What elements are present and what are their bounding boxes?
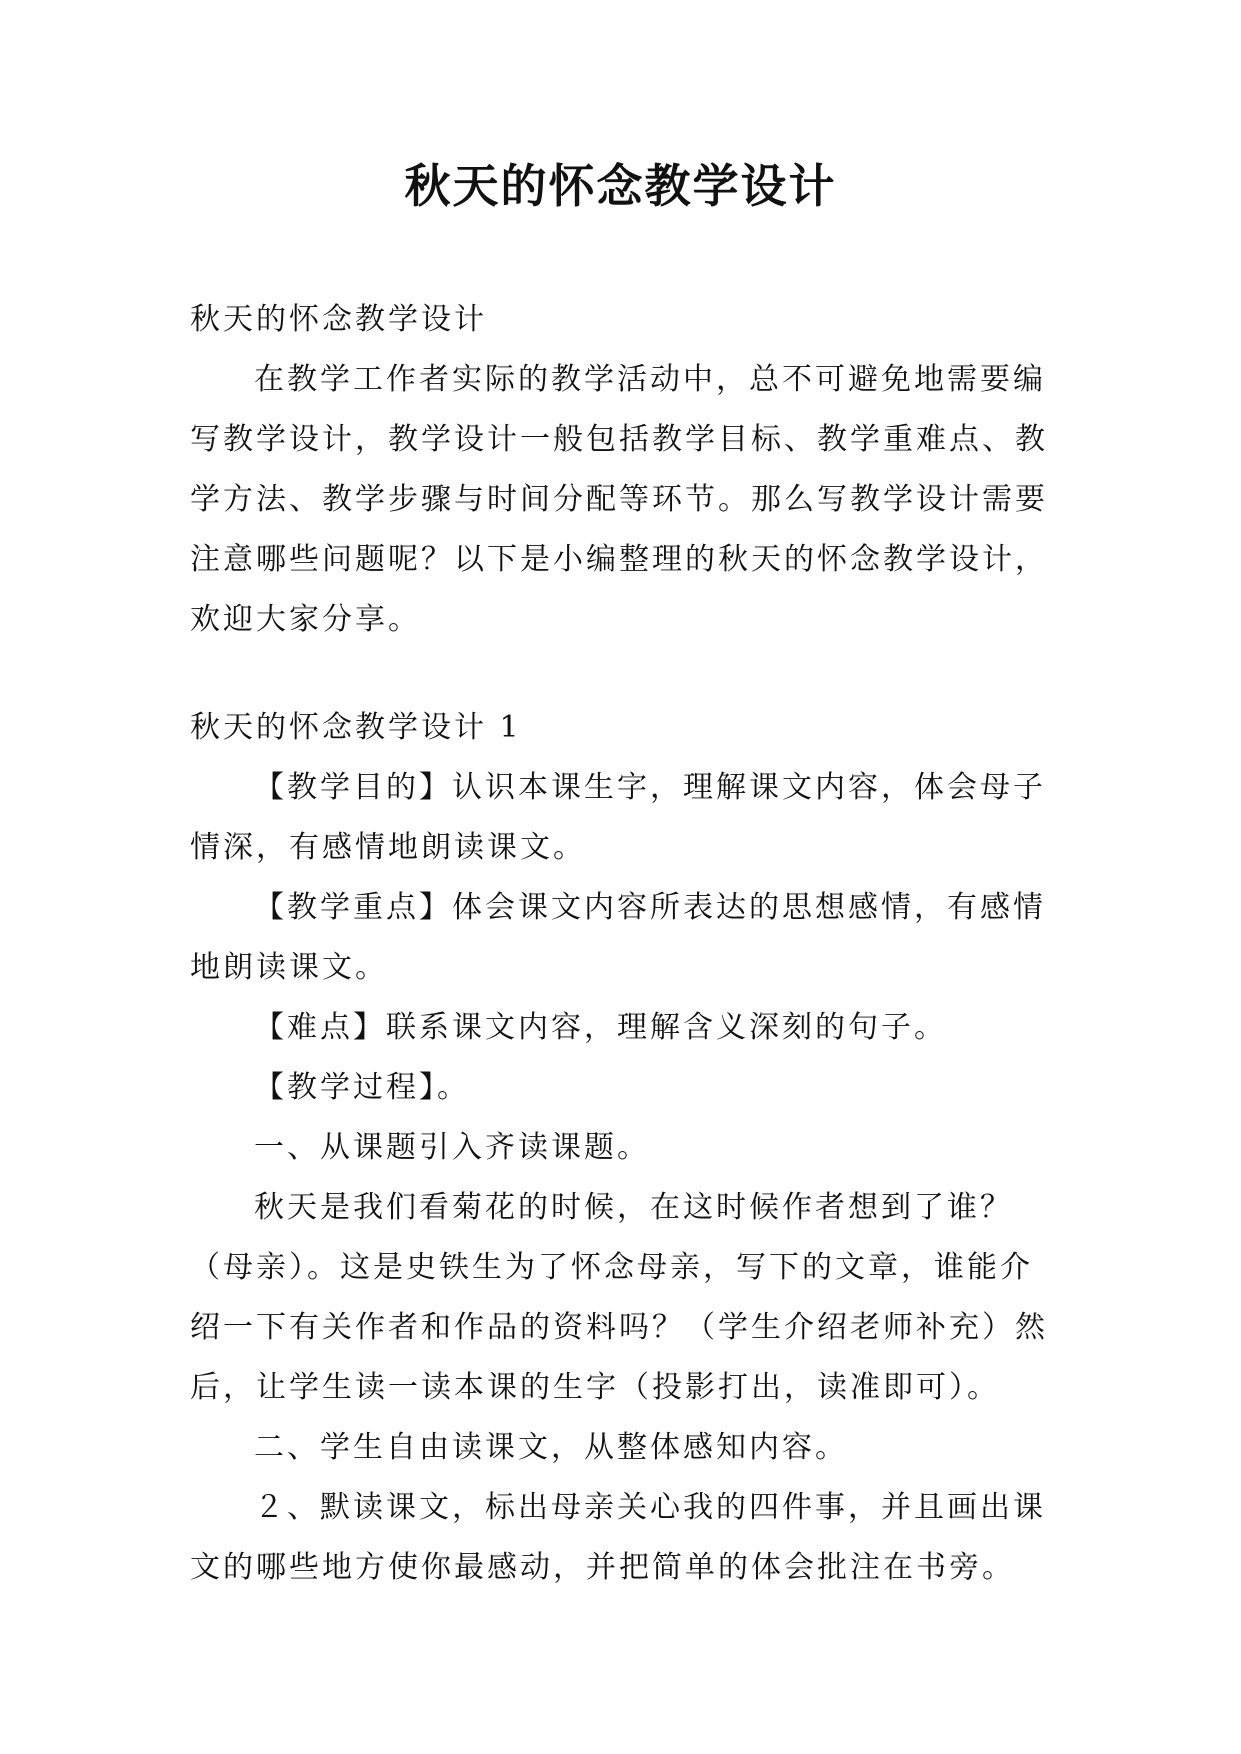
- paragraph-teaching-goal: 【教学目的】认识本课生字，理解课文内容，体会母子情深，有感情地朗读课文。: [190, 770, 1046, 865]
- document-title: 秋天的怀念教学设计: [404, 159, 837, 213]
- document-body: [190, 290, 1060, 1598]
- paragraph-key-point: 【教学重点】体会课文内容所表达的思想感情，有感情地朗读课文。: [190, 890, 1046, 985]
- paragraph-step-two: 二、学生自由读课文，从整体感知内容。: [254, 1430, 848, 1465]
- paragraph-intro-autumn: 秋天是我们看菊花的时候，在这时候作者想到了谁？（母亲）。这是史铁生为了怀念母亲，写下的文章，谁能介绍一下有关作者和作品的资料吗？（学生介绍老师补充）然后，让学生读一读本课的生字（投影打出，读准即可）。: [190, 1190, 1048, 1405]
- section-heading: 秋天的怀念教学设计 1: [190, 710, 522, 745]
- paragraph-difficulty: 【难点】联系课文内容，理解含义深刻的句子。: [254, 1010, 947, 1045]
- section-gap: [190, 650, 1060, 698]
- intro-paragraph: 在教学工作者实际的教学活动中，总不可避免地需要编写教学设计，教学设计一般包括教学目标、教学重难点、教学方法、教学步骤与时间分配等环节。那么写教学设计需要注意哪些问题呢？以下是小编整理的秋天的怀念教学设计，欢迎大家分享。: [190, 362, 1048, 637]
- paragraph-process: 【教学过程】。: [254, 1070, 470, 1105]
- paragraph-step-one: 一、从课题引入齐读课题。: [254, 1130, 650, 1165]
- document-subtitle: 秋天的怀念教学设计: [190, 302, 487, 337]
- paragraph-silent-reading: ２、默读课文，标出母亲关心我的四件事，并且画出课文的哪些地方使你最感动，并把简单的体会批注在书旁。: [190, 1490, 1046, 1585]
